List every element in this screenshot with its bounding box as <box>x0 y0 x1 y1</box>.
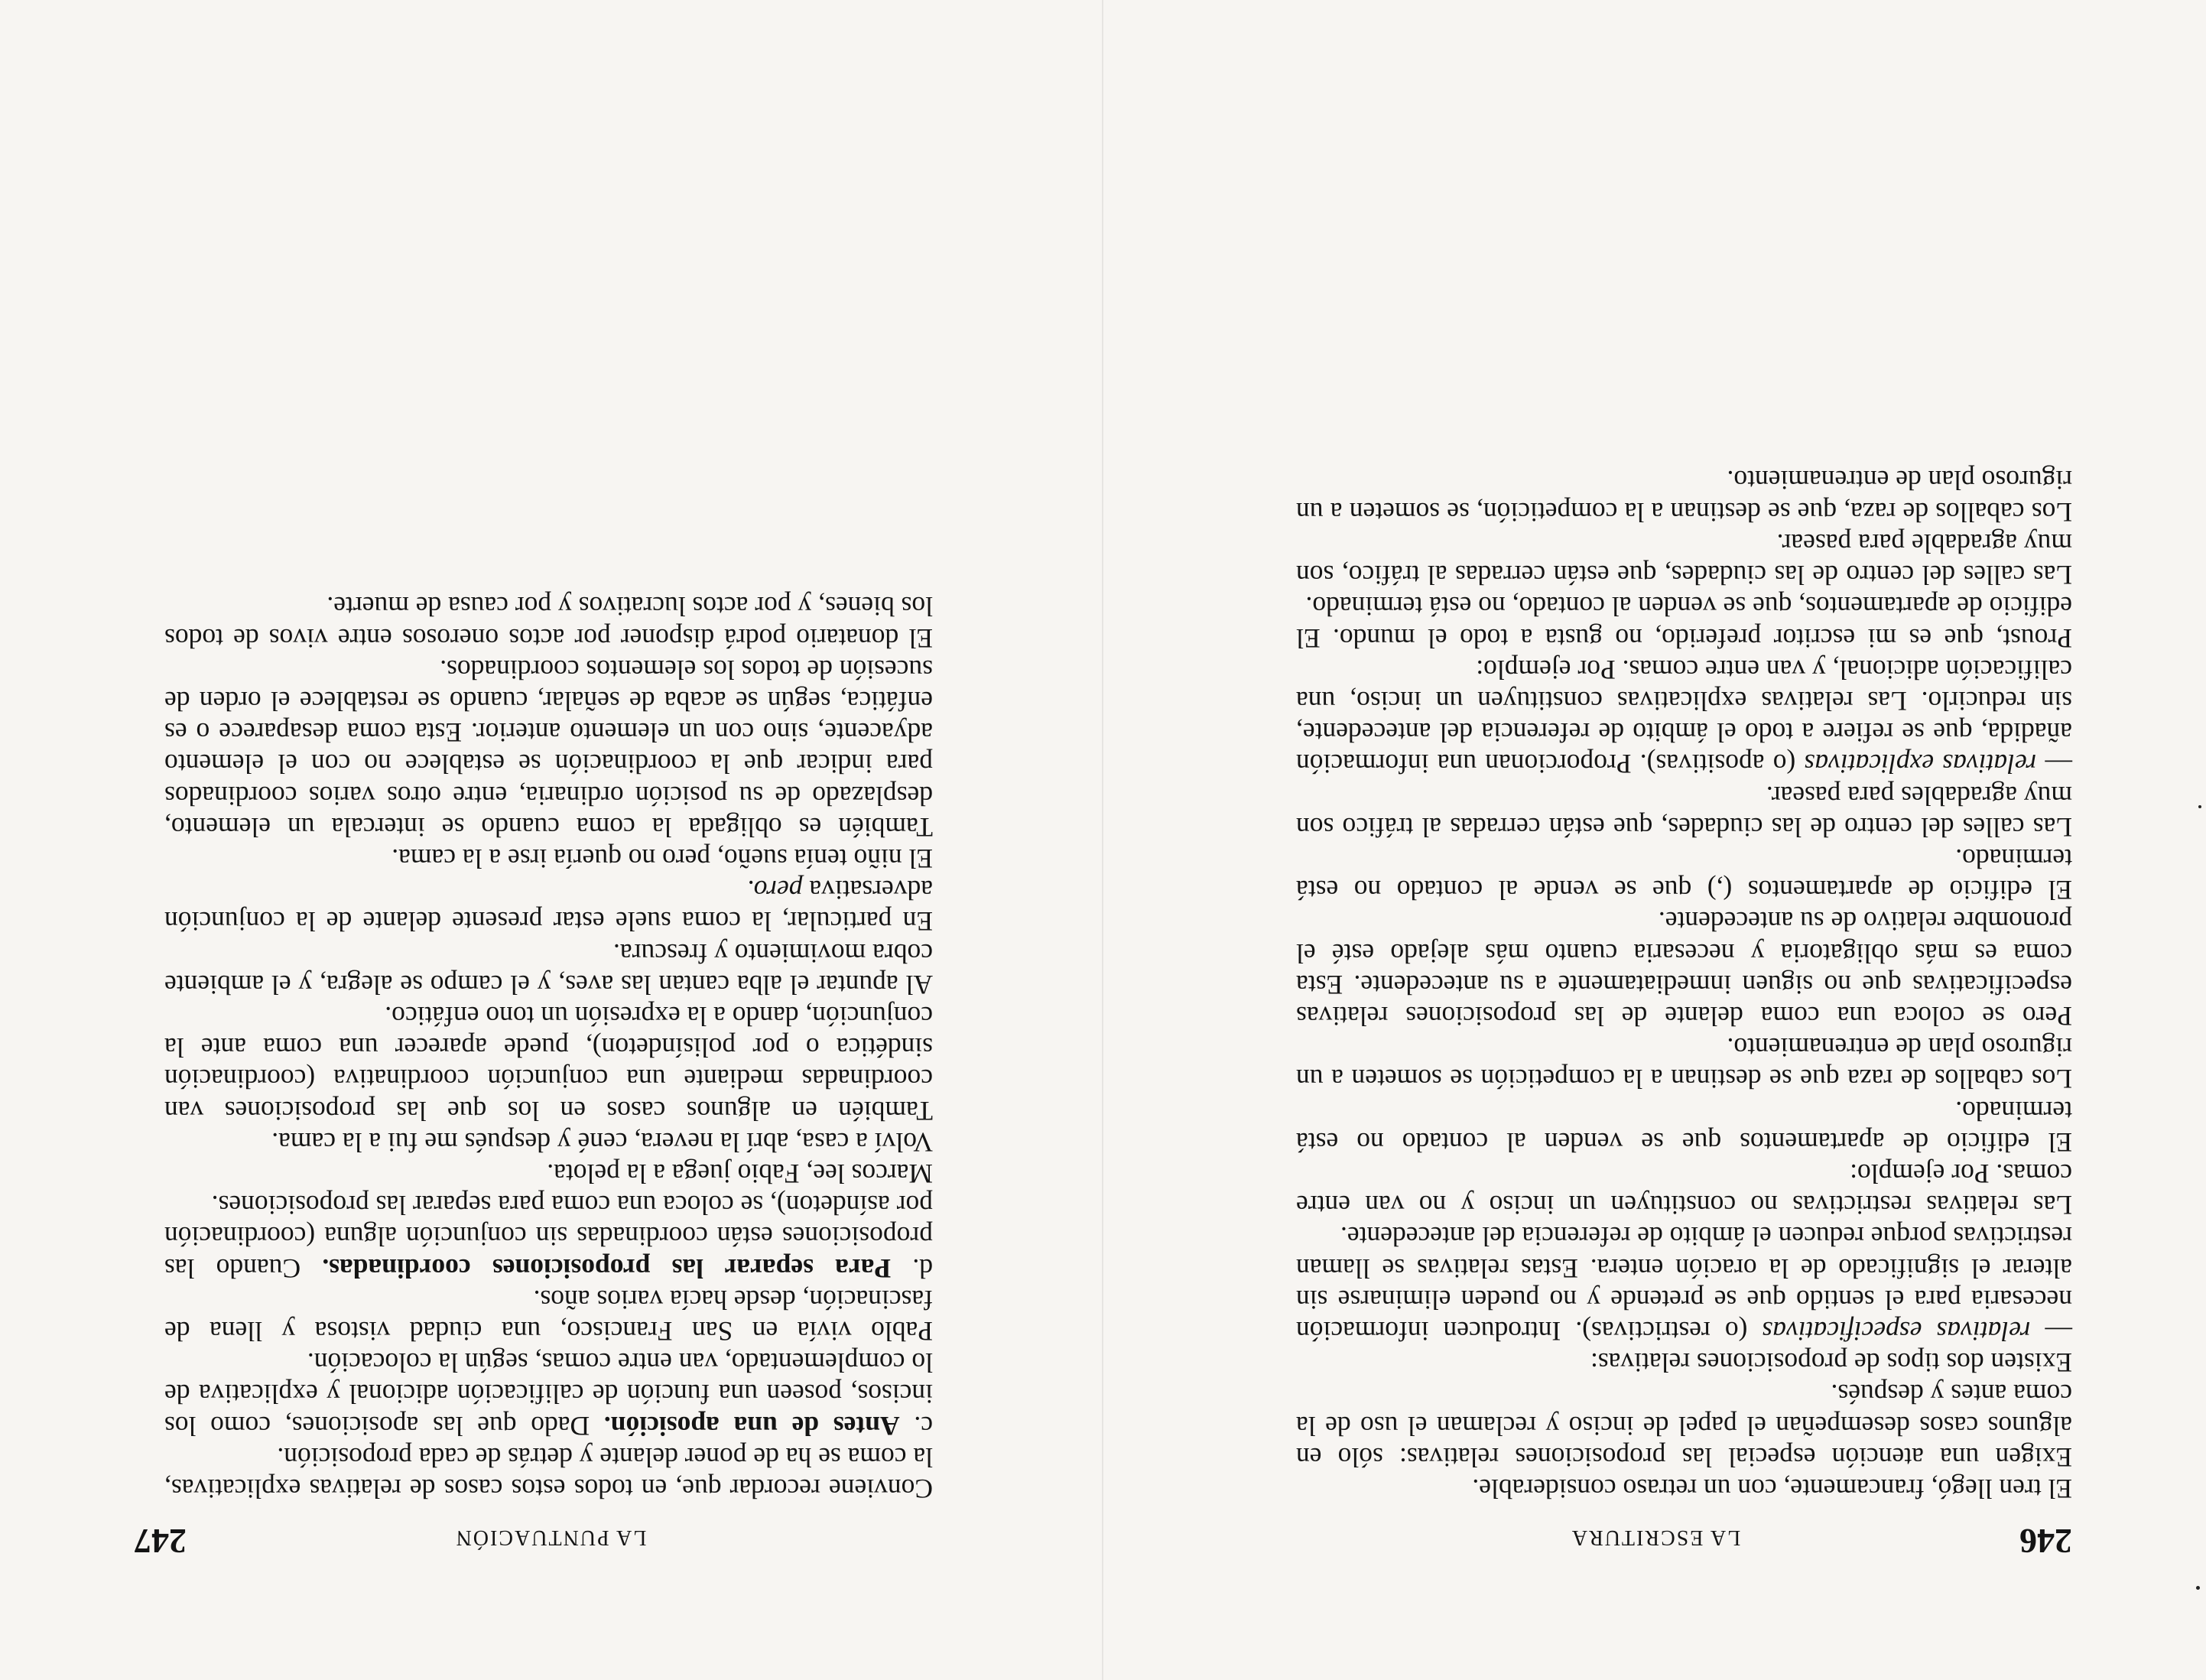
definition-item <box>1296 1220 2072 1347</box>
example-sentence: Proust, que es mi escritor preferido, no gusta a todo el mundo. El edificio de apartamentos, que se venden al contado, no está terminado. <box>1296 591 2072 654</box>
example-sentence: El edificio de apartamentos (,) que se vende al contado no está terminado. <box>1296 843 2072 906</box>
paragraph: También es obligada la coma cuando se intercala un elemento, desplazado de su posición ordinaria, entre otros varios coordinados para indicar que la coordinación se establece no con el elemento adyacente, sino con un elemento anterior. Esta coma desaparece o es enfática, según se acaba de señalar, cuando se restablece el orden de sucesión de todos los elementos coordinados. <box>164 654 933 843</box>
scan-speck <box>2198 805 2201 808</box>
paragraph: Existen dos tipos de proposiciones relativas: <box>1590 1347 2072 1379</box>
page-number: 247 <box>134 1522 187 1561</box>
em-dash: — <box>2045 1315 2072 1347</box>
section-title: Para separar las proposiciones coordinadas. <box>322 1253 892 1284</box>
page-246 <box>1105 0 2206 1680</box>
example-sentence: Volví a casa, abrí la nevera, cené y después me fui a la cama. <box>271 1126 933 1158</box>
page-247 <box>0 0 1101 1680</box>
paragraph: Las relativas restrictivas no constituyen un inciso y no van entre comas. Por ejemplo: <box>1296 1158 2072 1221</box>
book-gutter <box>1102 0 1103 1680</box>
example-sentence: Las calles del centro de las ciudades, que están cerradas al tráfico son muy agradables para pasear. <box>1296 780 2072 843</box>
paragraph: Conviene recordar que, en todos estos casos de relativas explicativas, la coma se ha de poner delante y detrás de cada proposición. <box>164 1441 933 1504</box>
example-sentence: Al apuntar el alba cantan las aves, y el campo se alegra, y el ambiente cobra movimiento y frescura. <box>164 937 933 1000</box>
page-body <box>164 590 933 1504</box>
example-sentence: El niño tenía sueño, pero no quería irse a la cama. <box>391 843 933 874</box>
section-letter: d. <box>912 1253 933 1284</box>
example-sentence: El tren llegó, francamente, con un retraso considerable. <box>1472 1474 2072 1504</box>
section-letter: c. <box>914 1410 933 1441</box>
definition-text: (o apositivas). Proporcionan una información añadida, que se refiere a todo el ámbito de referencia del antecedente, sin reducirlo. Las relativas explicativas constituyen un inciso, una calificación adicional, y van entre comas. Por ejemplo: <box>1296 654 2072 780</box>
page-body <box>1296 464 2072 1504</box>
term-italic: pero. <box>746 875 803 906</box>
example-sentence: Marcos lee, Fabio juega a la pelota. <box>547 1158 933 1189</box>
definition-item <box>1296 654 2072 780</box>
example-sentence: El edificio de apartamentos que se venden al contado no está terminado. <box>1296 1095 2072 1158</box>
paragraph: Exigen una atención especial las proposiciones relativas: sólo en algunos casos desempeñan el papel de inciso y reclaman el uso de la coma antes y después. <box>1296 1379 2072 1473</box>
em-dash: — <box>2045 749 2072 780</box>
page-number: 246 <box>2019 1522 2072 1561</box>
running-title: LA PUNTUACIÓN <box>454 1526 647 1549</box>
definition-text: (o restrictivas). Introducen información necesaria para el sentido que se pretende y no pueden eliminarse sin alterar el significado de la oración entera. Estas relativas se llaman restrictivas porque reducen el ámbito de referencia del antecedente. <box>1295 1221 2072 1347</box>
paragraph: Pero se coloca una coma delante de las proposiciones relativas especificativas que no siguen inmediatamente a su antecedente. Esta coma es más obligatoria y necesaria cuanto más alejado esté el pronombre relativo de su antecedente. <box>1296 906 2072 1032</box>
section-text: Dado que las aposiciones, como los incisos, poseen una función de calificación adicional y explicativa de lo complementado, van entre comas, según la colocación. <box>164 1347 933 1441</box>
paragraph-text: En particular, la coma suele estar presente delante de la conjunción adversativa <box>164 875 933 937</box>
running-title: LA ESCRITURA <box>1570 1526 1741 1549</box>
running-head <box>1239 1516 2072 1561</box>
example-sentence: Las calles del centro de las ciudades, que están cerradas al tráfico, son muy agradable para pasear. <box>1296 528 2072 591</box>
section-d <box>164 1189 933 1284</box>
section-c <box>164 1347 933 1441</box>
section-text: Cuando las proposiciones están coordinadas sin conjunción alguna (coordinación por asíndeton), se coloca una coma para separar las proposiciones. <box>164 1190 933 1284</box>
example-sentence: Pablo vivía en San Francisco, una ciudad vistosa y llena de fascinación, desde hacía varios años. <box>164 1284 933 1347</box>
example-sentence: Los caballos de raza que se destinan a la competición se someten a un riguroso plan de entrenamiento. <box>1296 1032 2072 1095</box>
scan-speck <box>2196 1586 2200 1590</box>
section-title: Antes de una aposición. <box>603 1410 900 1441</box>
paragraph <box>164 874 933 937</box>
term-italic: relativas especificativas <box>1762 1315 2031 1347</box>
example-sentence: El donatario podrá disponer por actos onerosos entre vivos de todos los bienes, y por actos lucrativos y por causa de muerte. <box>164 591 933 654</box>
paragraph: También en algunos casos en los que las proposiciones van coordinadas mediante una conjunción coordinativa (coordinación sindética o por polisíndeton), puede aparecer una coma ante la conjunción, dando a la expresión un tono enfático. <box>164 1000 933 1126</box>
term-italic: relativas explicativas <box>1804 749 2037 780</box>
running-head <box>134 1516 967 1561</box>
example-sentence: Los caballos de raza, que se destinan a la competición, se someten a un riguroso plan de entrenamiento. <box>1296 465 2072 528</box>
